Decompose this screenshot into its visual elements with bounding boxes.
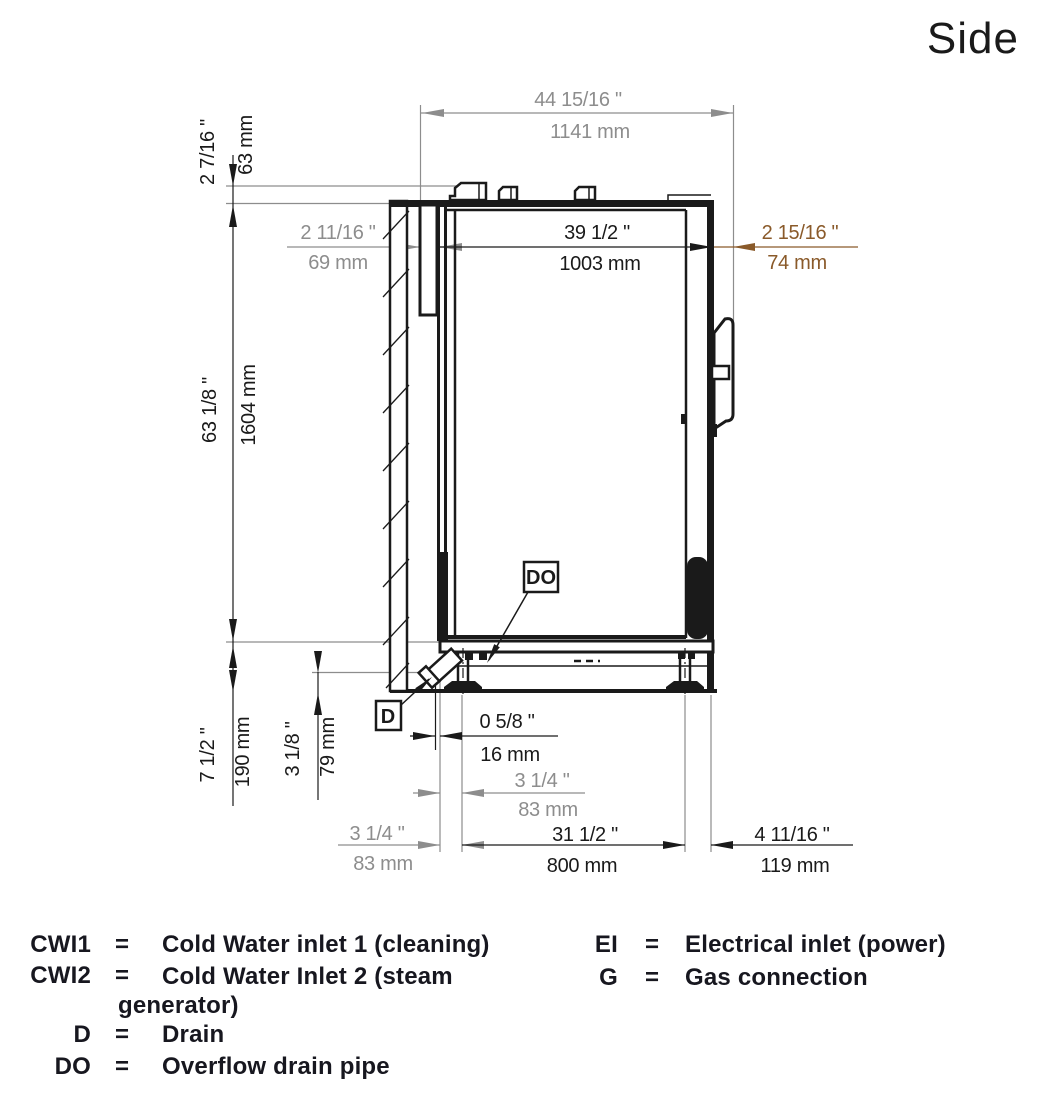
- dim-rear-clearance-mm: 69 mm: [308, 252, 368, 274]
- dim-leg-offset-b-mm: 83 mm: [353, 853, 413, 875]
- oven-outline: [383, 183, 733, 694]
- dim-drain-offset-in: 0 5/8 ": [479, 711, 535, 733]
- leg-rear: [666, 648, 704, 694]
- legend-key-do: DO: [54, 1053, 91, 1080]
- legend-key-ei: EI: [594, 931, 618, 958]
- legend-key-cwi2: CWI2: [30, 962, 91, 989]
- equals-sign: =: [645, 964, 660, 991]
- equals-sign: =: [645, 931, 660, 958]
- equals-sign: =: [115, 962, 130, 989]
- dim-drain-height-in: 3 1/8 ": [282, 721, 304, 777]
- dim-rear-overhang-mm: 119 mm: [760, 855, 830, 877]
- dim-base-height-mm: 190 mm: [232, 716, 254, 788]
- hatched-rear-wall: [383, 201, 409, 691]
- do-label: DO: [526, 567, 556, 589]
- body-left-wall: [437, 203, 455, 641]
- dim-base-height-in: 7 1/2 ": [197, 727, 219, 783]
- dim-top-clearance-in: 2 7/16 ": [197, 119, 219, 185]
- dim-leg-offset-a-in: 3 1/4 ": [514, 770, 570, 792]
- legend-key-d: D: [73, 1021, 91, 1048]
- dim-body-depth-mm: 1003 mm: [559, 253, 641, 275]
- equals-sign: =: [115, 1053, 130, 1080]
- door-outer-panel: [707, 200, 714, 692]
- dimension-line-brown: [713, 243, 858, 251]
- door-hinge-nub: [681, 414, 687, 424]
- legend-desc-do: Overflow drain pipe: [162, 1053, 390, 1080]
- base-frame: [440, 641, 713, 666]
- legend-desc-cwi1: Cold Water inlet 1 (cleaning): [162, 931, 490, 958]
- dim-leg-offset-b-in: 3 1/4 ": [349, 823, 405, 845]
- legend-desc-g: Gas connection: [685, 964, 868, 991]
- equals-sign: =: [115, 931, 130, 958]
- door-gasket: [687, 557, 708, 639]
- legend-key-g: G: [599, 964, 618, 991]
- dim-handle-clearance-in: 2 15/16 ": [761, 222, 839, 244]
- dim-rear-overhang-in: 4 11/16 ": [754, 824, 830, 846]
- legend-desc-ei: Electrical inlet (power): [685, 931, 946, 958]
- dim-top-clearance-mm: 63 mm: [235, 115, 257, 175]
- page-title: Side: [926, 14, 1019, 63]
- dim-body-depth-in: 39 1/2 ": [564, 222, 630, 244]
- top-right-step: [668, 195, 711, 200]
- dim-total-depth-in: 44 15/16 ": [534, 89, 622, 111]
- legend-desc-cwi2: Cold Water Inlet 2 (steam generator): [118, 963, 453, 1019]
- dim-leg-spacing-in: 31 1/2 ": [552, 824, 618, 846]
- dim-rear-clearance-in: 2 11/16 ": [300, 222, 376, 244]
- dim-leg-offset-a-mm: 83 mm: [518, 799, 578, 821]
- dim-total-height-mm: 1604 mm: [238, 364, 260, 446]
- dim-leg-spacing-mm: 800 mm: [546, 855, 618, 877]
- rear-bracket: [420, 205, 437, 315]
- d-label: D: [380, 706, 396, 728]
- roof-brackets: [450, 183, 595, 200]
- dim-drain-height-mm: 79 mm: [317, 717, 339, 777]
- dim-drain-offset-mm: 16 mm: [480, 744, 540, 766]
- legend-desc-d: Drain: [162, 1021, 225, 1048]
- dim-total-depth-mm: 1141 mm: [550, 121, 630, 143]
- dim-handle-clearance-mm: 74 mm: [767, 252, 827, 274]
- dim-total-height-in: 63 1/8 ": [199, 377, 221, 443]
- equals-sign: =: [115, 1021, 130, 1048]
- dimension-texts: [197, 89, 839, 877]
- legend-key-cwi1: CWI1: [30, 931, 91, 958]
